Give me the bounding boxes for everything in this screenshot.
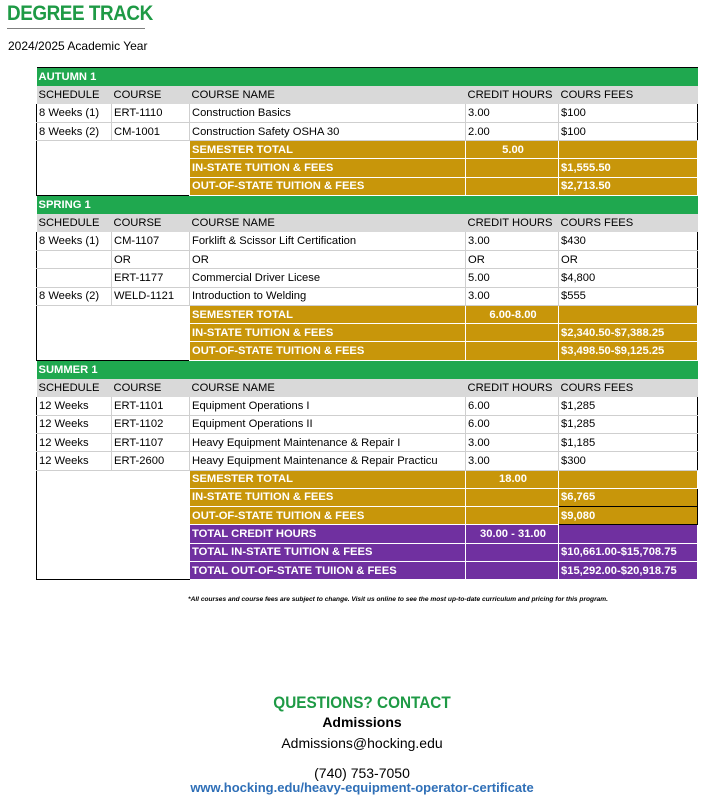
course-cell: $300 xyxy=(559,452,698,470)
page-title: DEGREE TRACK xyxy=(7,2,153,25)
blank-cell xyxy=(112,562,190,580)
course-cell: Equipment Operations I xyxy=(190,397,466,415)
semester-total-label: SEMESTER TOTAL xyxy=(190,141,466,159)
blank-cell xyxy=(466,488,559,506)
course-cell: Heavy Equipment Maintenance & Repair I xyxy=(190,433,466,451)
semester-total-label: SEMESTER TOTAL xyxy=(190,470,466,488)
column-header-row xyxy=(37,214,698,232)
blank-cell xyxy=(466,562,559,580)
course-cell xyxy=(37,269,112,287)
course-cell: 3.00 xyxy=(466,433,559,451)
blank-cell xyxy=(37,342,112,360)
course-cell: 8 Weeks (2) xyxy=(37,287,112,305)
instate-label: IN-STATE TUITION & FEES xyxy=(190,488,466,506)
program-url-link[interactable]: www.hocking.edu/heavy-equipment-operator-certificate xyxy=(190,780,534,795)
column-header: SCHEDULE xyxy=(37,86,112,104)
column-header: CREDIT HOURS xyxy=(466,379,559,397)
blank-cell xyxy=(112,177,190,195)
course-cell: $1,185 xyxy=(559,433,698,451)
academic-year: 2024/2025 Academic Year xyxy=(8,39,148,53)
blank-cell xyxy=(559,305,698,323)
blank-cell xyxy=(37,562,112,580)
total-instate-value: $10,661.00-$15,708.75 xyxy=(559,543,698,561)
semester-total-row xyxy=(37,470,698,488)
course-cell: OR xyxy=(112,250,190,268)
column-header: COURS FEES xyxy=(559,379,698,397)
blank-cell xyxy=(466,507,559,525)
course-row xyxy=(37,104,698,122)
course-cell: $4,800 xyxy=(559,269,698,287)
course-cell: 12 Weeks xyxy=(37,452,112,470)
course-cell: OR xyxy=(559,250,698,268)
course-cell: 8 Weeks (2) xyxy=(37,122,112,140)
course-cell: Introduction to Welding xyxy=(190,287,466,305)
column-header: COURS FEES xyxy=(559,86,698,104)
blank-cell xyxy=(37,141,112,159)
blank-cell xyxy=(112,543,190,561)
blank-cell xyxy=(466,324,559,342)
total-credit-row xyxy=(37,525,698,543)
outstate-label: OUT-OF-STATE TUITION & FEES xyxy=(190,177,466,195)
instate-row xyxy=(37,159,698,177)
course-row xyxy=(37,287,698,305)
contact-heading: QUESTIONS? CONTACT xyxy=(273,693,451,712)
course-cell: 6.00 xyxy=(466,415,559,433)
outstate-value: $9,080 xyxy=(559,507,698,525)
blank-cell xyxy=(37,470,112,488)
outstate-label: OUT-OF-STATE TUITION & FEES xyxy=(190,342,466,360)
course-cell: Construction Basics xyxy=(190,104,466,122)
course-cell: 3.00 xyxy=(466,104,559,122)
blank-cell xyxy=(466,177,559,195)
course-cell: Equipment Operations II xyxy=(190,415,466,433)
course-cell: $100 xyxy=(559,104,698,122)
section-header-row xyxy=(37,68,698,86)
total-credit-label: TOTAL CREDIT HOURS xyxy=(190,525,466,543)
instate-value: $6,765 xyxy=(559,488,698,506)
course-cell: 8 Weeks (1) xyxy=(37,104,112,122)
course-cell: Heavy Equipment Maintenance & Repair Practicu xyxy=(190,452,466,470)
section-header-row xyxy=(37,196,698,214)
course-cell xyxy=(37,250,112,268)
instate-value: $1,555.50 xyxy=(559,159,698,177)
blank-cell xyxy=(466,159,559,177)
course-cell: Construction Safety OSHA 30 xyxy=(190,122,466,140)
column-header: COURSE xyxy=(112,379,190,397)
course-cell: $100 xyxy=(559,122,698,140)
course-cell: ERT-1101 xyxy=(112,397,190,415)
course-cell: $430 xyxy=(559,232,698,250)
course-cell: 5.00 xyxy=(466,269,559,287)
blank-cell xyxy=(112,342,190,360)
blank-cell xyxy=(37,177,112,195)
column-header: SCHEDULE xyxy=(37,379,112,397)
course-cell: CM-1001 xyxy=(112,122,190,140)
course-cell: ERT-1110 xyxy=(112,104,190,122)
section-title: AUTUMN 1 xyxy=(37,68,698,86)
outstate-row xyxy=(37,177,698,195)
semester-total-label: SEMESTER TOTAL xyxy=(190,305,466,323)
blank-cell xyxy=(466,342,559,360)
instate-row xyxy=(37,488,698,506)
instate-label: IN-STATE TUITION & FEES xyxy=(190,159,466,177)
contact-phone: (740) 753-7050 xyxy=(314,765,410,781)
outstate-row xyxy=(37,507,698,525)
semester-total-row xyxy=(37,141,698,159)
blank-cell xyxy=(112,159,190,177)
blank-cell xyxy=(112,470,190,488)
column-header: COURSE NAME xyxy=(190,214,466,232)
section-header-row xyxy=(37,360,698,378)
course-cell: Forklift & Scissor Lift Certification xyxy=(190,232,466,250)
blank-cell xyxy=(37,507,112,525)
course-row xyxy=(37,433,698,451)
course-cell: ERT-2600 xyxy=(112,452,190,470)
column-header: SCHEDULE xyxy=(37,214,112,232)
column-header: COURS FEES xyxy=(559,214,698,232)
blank-cell xyxy=(112,305,190,323)
blank-cell xyxy=(37,525,112,543)
blank-cell xyxy=(112,141,190,159)
course-cell: ERT-1177 xyxy=(112,269,190,287)
total-outstate-row xyxy=(37,562,698,580)
column-header-row xyxy=(37,379,698,397)
column-header: COURSE xyxy=(112,86,190,104)
outstate-value: $2,713.50 xyxy=(559,177,698,195)
course-cell: $1,285 xyxy=(559,397,698,415)
course-cell: 3.00 xyxy=(466,232,559,250)
degree-track-table xyxy=(36,67,698,580)
total-outstate-label: TOTAL OUT-OF-STATE TUIION & FEES xyxy=(190,562,466,580)
blank-cell xyxy=(112,507,190,525)
column-header: COURSE xyxy=(112,214,190,232)
course-cell: 12 Weeks xyxy=(37,397,112,415)
blank-cell xyxy=(37,488,112,506)
blank-cell xyxy=(112,488,190,506)
total-outstate-value: $15,292.00-$20,918.75 xyxy=(559,562,698,580)
course-cell: 12 Weeks xyxy=(37,415,112,433)
disclaimer-note: *All courses and course fees are subject to change. Visit us online to see the most up-to-date curriculum and pricing for this program. xyxy=(188,596,609,603)
blank-cell xyxy=(37,305,112,323)
total-instate-label: TOTAL IN-STATE TUITION & FEES xyxy=(190,543,466,561)
course-cell: Commercial Driver Licese xyxy=(190,269,466,287)
course-cell: $555 xyxy=(559,287,698,305)
course-cell: 3.00 xyxy=(466,452,559,470)
blank-cell xyxy=(37,159,112,177)
instate-row xyxy=(37,324,698,342)
column-header: CREDIT HOURS xyxy=(466,86,559,104)
blank-cell xyxy=(112,525,190,543)
section-title: SPRING 1 xyxy=(37,196,698,214)
course-cell: $1,285 xyxy=(559,415,698,433)
course-cell: WELD-1121 xyxy=(112,287,190,305)
total-credit-value: 30.00 - 31.00 xyxy=(466,525,559,543)
course-cell: OR xyxy=(190,250,466,268)
course-row xyxy=(37,269,698,287)
outstate-row xyxy=(37,342,698,360)
course-row xyxy=(37,232,698,250)
column-header: CREDIT HOURS xyxy=(466,214,559,232)
course-cell: ERT-1102 xyxy=(112,415,190,433)
column-header: COURSE NAME xyxy=(190,86,466,104)
blank-cell xyxy=(559,470,698,488)
course-row xyxy=(37,122,698,140)
blank-cell xyxy=(559,525,698,543)
blank-cell xyxy=(559,141,698,159)
blank-cell xyxy=(37,543,112,561)
course-row xyxy=(37,250,698,268)
course-cell: 3.00 xyxy=(466,287,559,305)
semester-total-value: 18.00 xyxy=(466,470,559,488)
course-cell: 12 Weeks xyxy=(37,433,112,451)
semester-total-row xyxy=(37,305,698,323)
contact-office: Admissions xyxy=(322,714,402,730)
course-row xyxy=(37,397,698,415)
course-cell: 6.00 xyxy=(466,397,559,415)
instate-label: IN-STATE TUITION & FEES xyxy=(190,324,466,342)
course-cell: 8 Weeks (1) xyxy=(37,232,112,250)
semester-total-value: 5.00 xyxy=(466,141,559,159)
column-header: COURSE NAME xyxy=(190,379,466,397)
instate-value: $2,340.50-$7,388.25 xyxy=(559,324,698,342)
outstate-label: OUT-OF-STATE TUITION & FEES xyxy=(190,507,466,525)
section-title: SUMMER 1 xyxy=(37,360,698,378)
course-cell: ERT-1107 xyxy=(112,433,190,451)
title-rule xyxy=(7,28,145,29)
total-instate-row xyxy=(37,543,698,561)
outstate-value: $3,498.50-$9,125.25 xyxy=(559,342,698,360)
column-header-row xyxy=(37,86,698,104)
blank-cell xyxy=(112,324,190,342)
course-cell: OR xyxy=(466,250,559,268)
course-row xyxy=(37,452,698,470)
semester-total-value: 6.00-8.00 xyxy=(466,305,559,323)
contact-email[interactable]: Admissions@hocking.edu xyxy=(281,735,443,751)
blank-cell xyxy=(37,324,112,342)
course-cell: CM-1107 xyxy=(112,232,190,250)
blank-cell xyxy=(466,543,559,561)
course-row xyxy=(37,415,698,433)
course-cell: 2.00 xyxy=(466,122,559,140)
